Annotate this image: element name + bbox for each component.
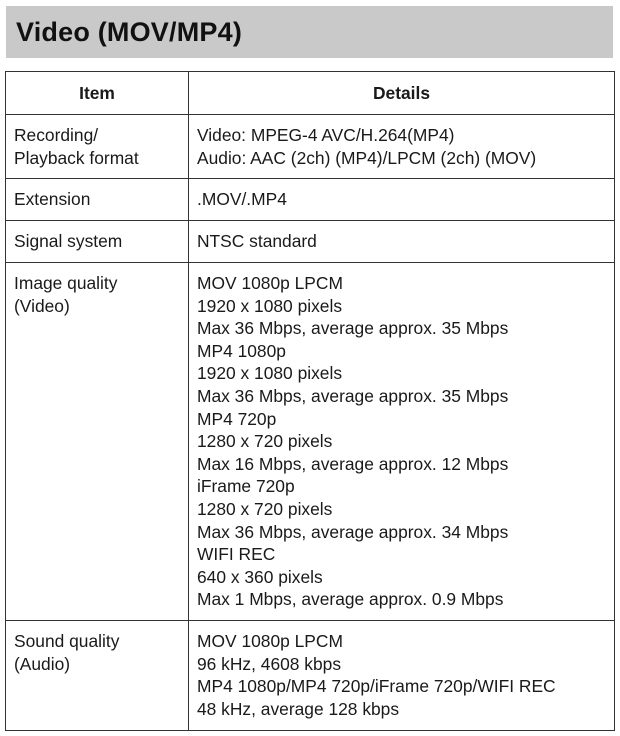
details-text: MP4 720p	[197, 408, 277, 429]
details-text: WIFI REC	[197, 544, 276, 565]
details-text: 1920 x 1080 pixels	[197, 363, 343, 384]
details-text: MP4 1080p/MP4 720p/iFrame 720p/WIFI REC	[197, 676, 556, 697]
details-text: Video: MPEG-4 AVC/H.264(MP4)	[197, 125, 455, 145]
details-text: 48 kHz, average 128 kbps	[197, 698, 400, 719]
details-text: MOV 1080p LPCM	[197, 631, 343, 651]
column-header-details: Details	[189, 72, 615, 115]
table-row-extension	[6, 179, 615, 221]
details-text: MOV 1080p LPCM	[197, 273, 343, 293]
page-title: Video (MOV/MP4)	[16, 16, 243, 47]
item-cell	[6, 621, 189, 731]
section-title-bar	[6, 6, 613, 58]
details-text: NTSC standard	[197, 231, 317, 251]
details-text: 1280 x 720 pixels	[197, 431, 333, 452]
table-row-recording-format	[6, 115, 615, 179]
table-row-signal-system	[6, 221, 615, 263]
item-text: Extension	[14, 189, 91, 209]
item-cell	[6, 179, 189, 221]
item-cell	[6, 115, 189, 179]
details-text: Max 36 Mbps, average approx. 35 Mbps	[197, 318, 509, 339]
details-text: 1280 x 720 pixels	[197, 498, 333, 519]
item-text: Image quality	[14, 273, 118, 293]
item-cell	[6, 221, 189, 263]
details-text: Max 1 Mbps, average approx. 0.9 Mbps	[197, 589, 504, 610]
details-text: MP4 1080p	[197, 340, 286, 361]
details-text: Max 36 Mbps, average approx. 34 Mbps	[197, 521, 509, 542]
details-text: .MOV/.MP4	[197, 189, 287, 209]
spec-table	[5, 71, 615, 731]
item-text: (Audio)	[14, 653, 71, 674]
details-cell	[189, 621, 615, 731]
item-cell	[6, 263, 189, 621]
item-text: Sound quality	[14, 631, 120, 651]
details-text: Max 16 Mbps, average approx. 12 Mbps	[197, 453, 509, 474]
details-cell	[189, 221, 615, 263]
table-header-row	[6, 72, 615, 115]
column-header-item: Item	[6, 72, 189, 115]
item-text: Signal system	[14, 231, 123, 251]
item-text: Recording/	[14, 125, 99, 145]
item-text: (Video)	[14, 295, 70, 316]
details-cell	[189, 115, 615, 179]
details-text: Max 36 Mbps, average approx. 35 Mbps	[197, 385, 509, 406]
details-text: 96 kHz, 4608 kbps	[197, 653, 342, 674]
item-text: Playback format	[14, 147, 139, 168]
details-text: iFrame 720p	[197, 476, 295, 497]
details-cell	[189, 263, 615, 621]
details-text: 1920 x 1080 pixels	[197, 295, 343, 316]
details-text: 640 x 360 pixels	[197, 566, 323, 587]
details-text: Audio: AAC (2ch) (MP4)/LPCM (2ch) (MOV)	[197, 147, 537, 168]
table-row-image-quality	[6, 263, 615, 621]
table-row-sound-quality	[6, 621, 615, 731]
details-cell	[189, 179, 615, 221]
